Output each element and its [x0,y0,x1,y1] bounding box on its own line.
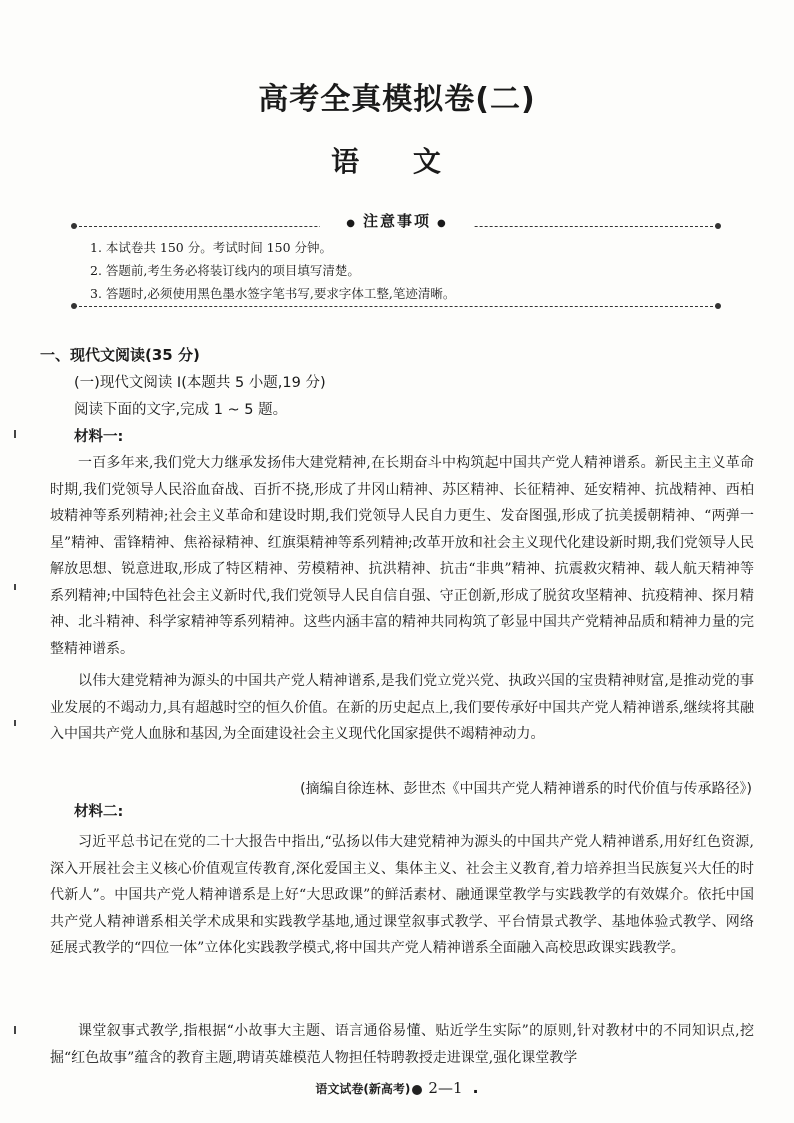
material-two-paragraph-1: 习近平总书记在党的二十大报告中指出,“弘扬以伟大建党精神为源头的中国共产党人精神谱系,用好红色资源,深入开展社会主义核心价值观宣传教育,深化爱国主义、集体主义、社会主义教育,着力培养担当民族复兴大任的时代新人”。中国共产党人精神谱系是上好“大思政课”的鲜活素材、融通课堂教学与实践教学的有效媒介。依托中国共产党人精神谱系相关学术成果和实践教学基地,通过课堂叙事式教学、平台情景式教学、基地体验式教学、网络延展式教学的“四位一体”立体化实践教学模式,将中国共产党人精神谱系全面融入高校思政课实践教学。 [50,834,754,956]
material-one-paragraph-1: 一百多年来,我们党大力继承发扬伟大建党精神,在长期奋斗中构筑起中国共产党人精神谱系。新民主主义革命时期,我们党领导人民浴血奋战、百折不挠,形成了井冈山精神、苏区精神、长征精神、延安精神、抗战精神、西柏坡精神等系列精神;社会主义革命和建设时期,我们党领导人民自力更生、发奋图强,形成了抗美援朝精神、“两弹一星”精神、雷锋精神、焦裕禄精神、红旗渠精神等系列精神;改革开放和社会主义现代化建设新时期,我们党领导人民解放思想、锐意进取,形成了特区精神、劳模精神、抗洪精神、抗击“非典”精神、抗震救灾精神、载人航天精神等系列精神;中国特色社会主义新时代,我们党领导人民自信自强、守正创新,形成了脱贫攻坚精神、抗疫精神、探月精神、北斗精神、科学家精神等系列精神。这些内涵丰富的精神共同构筑了彰显中国共产党精神品质和精神力量的完整精神谱系。 [50,455,754,657]
page-number: 2—1 [428,1079,463,1097]
page-footer [0,1078,794,1097]
material-one-source: (摘编自徐连林、彭世杰《中国共产党人精神谱系的时代价值与传承路径》) [300,781,752,797]
notice-item: 2. 答题前,考生务必将装订线内的项目填写清楚。 [90,263,360,278]
footer-label: 语文试卷(新高考) [315,1082,411,1096]
binding-margin-mark [14,584,16,590]
section-heading: 一、现代文阅读(35 分) [40,346,200,364]
binding-margin-mark [14,720,16,726]
notice-bottom-rule [74,306,718,307]
notice-heading-text: 注意事项 [362,212,431,230]
reading-instruction: 阅读下面的文字,完成 1 ~ 5 题。 [74,402,288,418]
notice-dot-left-icon: ● [346,218,357,229]
notice-heading [0,210,794,231]
part-heading: (一)现代文阅读 I(本题共 5 小题,19 分) [74,375,326,391]
notice-dot-right-icon: ● [437,218,448,229]
subject-title: 语 文 [331,145,463,178]
material-two-label: 材料二: [74,804,124,820]
notice-item: 3. 答题时,必须使用黑色墨水签字笔书写,要求字体工整,笔迹清晰。 [90,286,456,301]
binding-margin-mark [14,1026,16,1034]
notice-item: 1. 本试卷共 150 分。考试时间 150 分钟。 [90,240,333,255]
footer-bullet-icon [412,1085,422,1095]
material-two-paragraph-2: 课堂叙事式教学,指根据“小故事大主题、语言通俗易懂、贴近学生实际”的原则,针对教材中的不同知识点,挖掘“红色故事”蕴含的教育主题,聘请英雄模范人物担任特聘教授走进课堂,强化课堂教学 [50,1023,754,1066]
material-one-paragraph-2: 以伟大建党精神为源头的中国共产党人精神谱系,是我们党立党兴党、执政兴国的宝贵精神财富,是推动党的事业发展的不竭动力,具有超越时空的恒久价值。在新的历史起点上,我们要传承好中国共产党人精神谱系,继续将其融入中国共产党人血脉和基因,为全面建设社会主义现代化国家提供不竭精神动力。 [50,673,754,742]
binding-margin-mark [14,430,16,438]
exam-title: 高考全真模拟卷(二) [258,82,536,117]
material-one-label: 材料一: [74,429,124,445]
notice-list [90,236,710,305]
footer-dot-icon: . [472,1078,479,1097]
